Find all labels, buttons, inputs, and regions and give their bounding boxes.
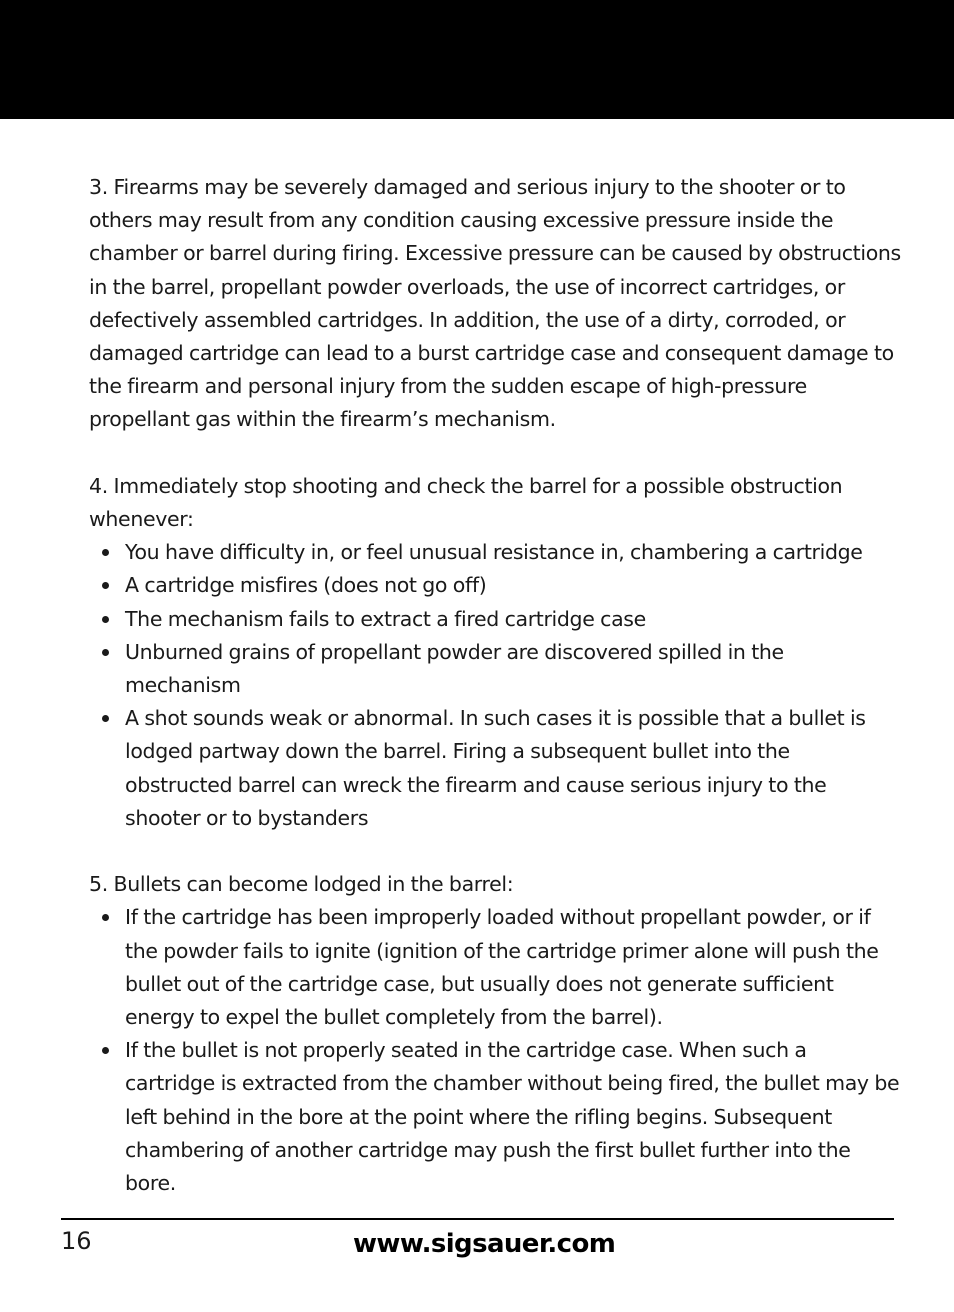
section-paragraph: 3. Firearms may be severely damaged and serious injury to the shooter or to others may result from any condition causing excessive pressure inside the chamber or barrel during firing. Excessive pressure can be caused by obstructions in the barrel, propellant powder overloads, the use of incorrect cartridges, or defectively assembled cartridges. In addition, the use of a dirty, corroded, or damaged cartridge can lead to a burst cartridge case and consequent damage to the firearm and personal injury from the sudden escape of high-pressure propellant gas within the firearm’s mechanism. [89, 175, 901, 432]
safety-item-5 [89, 868, 901, 1200]
bullet-list [89, 901, 901, 1200]
list-item: If the bullet is not properly seated in the cartridge case. When such a cartridge is extracted from the chamber without being fired, the bullet may be left behind in the bore at the point where the rifling begins. Subsequent chambering of another cartridge may push the first bullet further into the bore. [125, 1034, 901, 1200]
manual-body [89, 171, 901, 1200]
list-item: A cartridge misfires (does not go off) [125, 569, 901, 602]
list-item: You have difficulty in, or feel unusual resistance in, chambering a cartridge [125, 536, 901, 569]
list-item: If the cartridge has been improperly loaded without propellant powder, or if the powder fails to ignite (ignition of the cartridge primer alone will push the bullet out of the cartridge case, but usually does not generate sufficient energy to expel the bullet completely from the barrel). [125, 901, 901, 1034]
header-band [0, 0, 954, 119]
bullet-list [89, 536, 901, 835]
list-item: The mechanism fails to extract a fired cartridge case [125, 603, 901, 636]
list-item: A shot sounds weak or abnormal. In such cases it is possible that a bullet is lodged partway down the barrel. Firing a subsequent bullet into the obstructed barrel can wreck the firearm and cause serious injury to the shooter or to bystanders [125, 702, 901, 835]
page-number: 16 [61, 1227, 92, 1255]
footer-divider [61, 1218, 894, 1220]
footer-url: www.sigsauer.com [353, 1229, 616, 1259]
safety-item-4 [89, 470, 901, 835]
section-paragraph: 4. Immediately stop shooting and check the barrel for a possible obstruction whenever: [89, 473, 843, 532]
list-item: Unburned grains of propellant powder are discovered spilled in the mechanism [125, 636, 901, 702]
section-paragraph: 5. Bullets can become lodged in the barrel: [89, 872, 514, 897]
safety-item-3 [89, 171, 901, 437]
